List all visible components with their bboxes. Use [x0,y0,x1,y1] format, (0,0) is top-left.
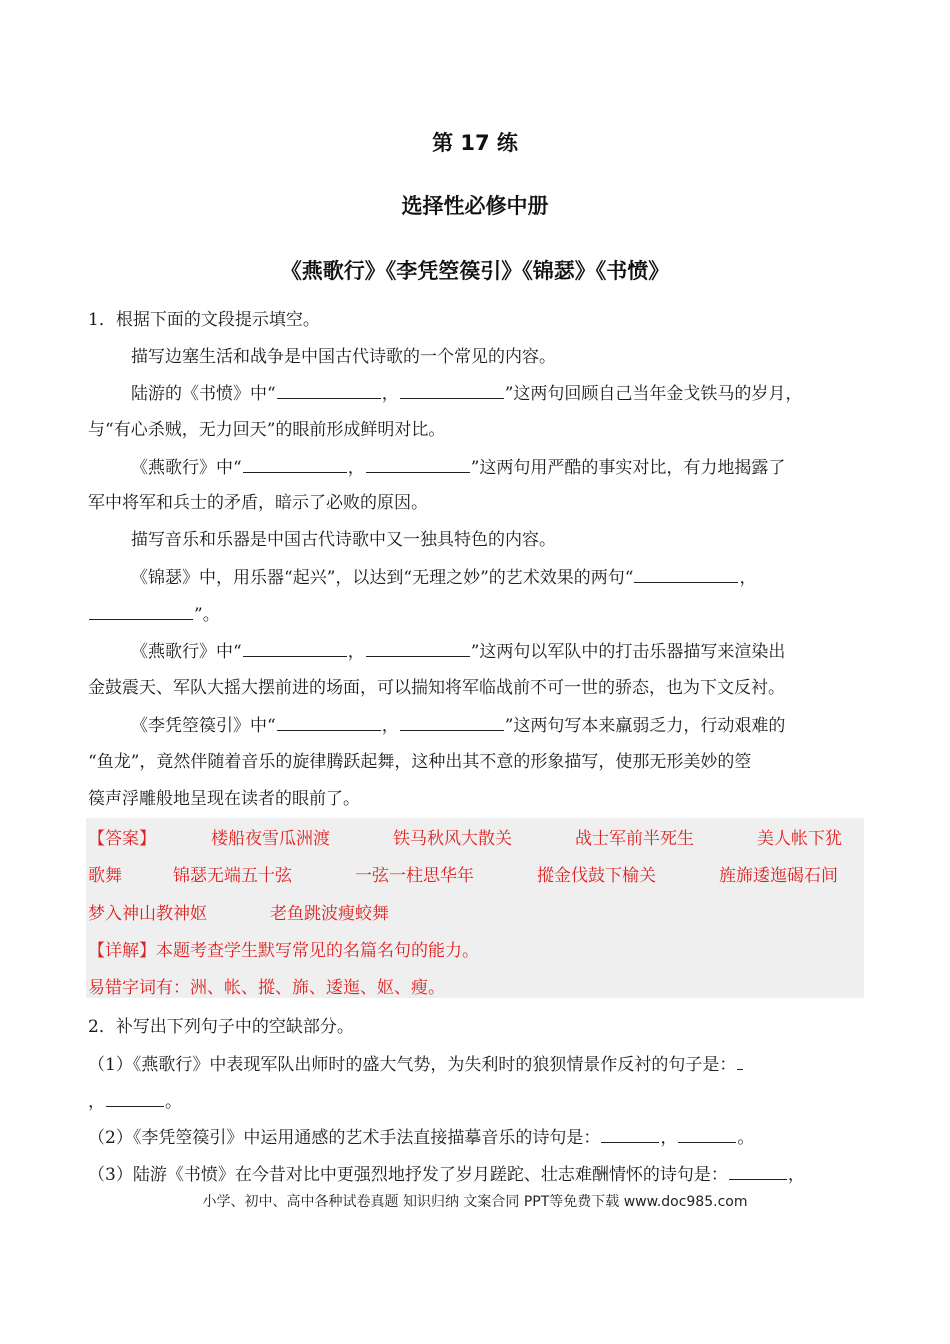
detail-tag: 【详解】 [88,941,156,961]
fill-blank[interactable] [277,381,381,399]
q1-paragraph-6-cont: 金鼓震天、军队大摇大摆前进的场面，可以揣知将军临战前不可一世的骄态，也为下文反衬。 [88,678,785,698]
answer-item: 歌舞 [88,866,122,886]
fill-blank[interactable] [277,713,381,731]
answer-errors: 易错字词有：洲、帐、摐、旆、逶迤、妪、瘦。 [88,978,445,998]
fill-blank[interactable] [400,381,504,399]
fill-blank[interactable] [243,639,347,657]
q1-paragraph-5-cont [88,602,220,627]
text: 《李凭箜篌引》中“ [131,716,276,736]
text: ”这两句用严酷的事实对比，有力地揭露了 [470,458,786,478]
q1-paragraph-7-cont2: 篌声浮雕般地呈现在读者的眼前了。 [88,789,360,809]
text: 陆游的《书愤》中“ [131,384,276,404]
answer-item: 一弦一柱思华年 [355,866,474,886]
q2-stem: 2．补写出下列句子中的空缺部分。 [88,1017,354,1037]
fill-blank[interactable] [737,1052,743,1070]
text: ， [347,458,365,478]
text: ， [739,568,757,588]
fill-blank[interactable] [634,565,738,583]
text: ， [660,1128,678,1148]
text: ， [347,642,365,662]
book-title: 选择性必修中册 [401,194,549,218]
q2-sub-1 [88,1052,744,1077]
q2-sub-2 [88,1125,754,1150]
text: ， [787,1165,805,1185]
fill-blank[interactable] [89,602,193,620]
fill-blank[interactable] [601,1125,659,1143]
fill-blank[interactable] [106,1089,164,1107]
q1-paragraph-2 [131,381,802,406]
q1-paragraph-3 [131,455,785,480]
text: ， [88,1092,105,1112]
fill-blank[interactable] [366,639,470,657]
answer-item: 战士军前半死生 [575,829,694,849]
text: 《燕歌行》中“ [131,458,242,478]
answer-detail [88,939,479,963]
answer-tag: 【答案】 [88,829,156,849]
text: 《锦瑟》中，用乐器“起兴”，以达到“无理之妙”的艺术效果的两句“ [131,568,634,588]
answer-item: 楼船夜雪瓜洲渡 [211,829,330,849]
q2-sub-1-cont [88,1089,182,1114]
answer-item: 摐金伐鼓下榆关 [537,866,656,886]
text: ”。 [194,605,220,625]
text: ”这两句写本来羸弱乏力，行动艰难的 [504,716,786,736]
page-footer: 小学、初中、高中各种试卷真题 知识归纳 文案合同 PPT等免费下载 www.doc985.com [202,1194,748,1210]
q1-stem: 1．根据下面的文段提示填空。 [88,310,320,330]
text: （1）《燕歌行》中表现军队出师时的盛大气势，为失利时的狼狈情景作反衬的句子是： [88,1055,737,1075]
q1-paragraph-3-cont: 军中将军和兵士的矛盾，暗示了必败的原因。 [88,493,428,513]
q2-sub-3 [88,1162,805,1187]
fill-blank[interactable] [366,455,470,473]
poems-title: 《燕歌行》《李凭箜篌引》《锦瑟》《书愤》 [280,259,670,283]
fill-blank[interactable] [243,455,347,473]
q1-paragraph-7-cont: “鱼龙”，竟然伴随着音乐的旋律腾跃起舞，这种出其不意的形象描写，使那无形美妙的箜 [88,752,752,772]
q1-paragraph-2-cont: 与“有心杀贼，无力回天”的眼前形成鲜明对比。 [88,420,446,440]
lesson-title: 第 17 练 [432,131,518,155]
q1-paragraph-7 [131,713,785,738]
answer-item: 梦入神山教神妪 [88,904,207,924]
answer-item: 美人帐下犹 [757,829,842,849]
answer-line-1 [88,827,156,851]
text: （2）《李凭箜篌引》中运用通感的艺术手法直接描摹音乐的诗句是： [88,1128,601,1148]
text: 。 [165,1092,182,1112]
fill-blank[interactable] [729,1162,787,1180]
text: 《燕歌行》中“ [131,642,242,662]
answer-item: 锦瑟无端五十弦 [173,866,292,886]
detail-text: 本题考查学生默写常见的名篇名句的能力。 [156,941,479,961]
fill-blank[interactable] [678,1125,736,1143]
text: ”这两句以军队中的打击乐器描写来渲染出 [470,642,786,662]
fill-blank[interactable] [400,713,504,731]
answer-item: 旌旆逶迤碣石间 [719,866,838,886]
text: ， [381,384,399,404]
answer-item: 老鱼跳波瘦蛟舞 [270,904,389,924]
text: ”这两句回顾自己当年金戈铁马的岁月， [504,384,803,404]
q1-paragraph-5 [131,565,756,590]
q1-paragraph-4: 描写音乐和乐器是中国古代诗歌中又一独具特色的内容。 [131,530,556,550]
text: ， [381,716,399,736]
answer-item: 铁马秋风大散关 [393,829,512,849]
q1-paragraph-1: 描写边塞生活和战争是中国古代诗歌的一个常见的内容。 [131,347,556,367]
text: 。 [737,1128,755,1148]
q1-paragraph-6 [131,639,785,664]
text: （3）陆游《书愤》在今昔对比中更强烈地抒发了岁月蹉跎、壮志难酬情怀的诗句是： [88,1165,728,1185]
